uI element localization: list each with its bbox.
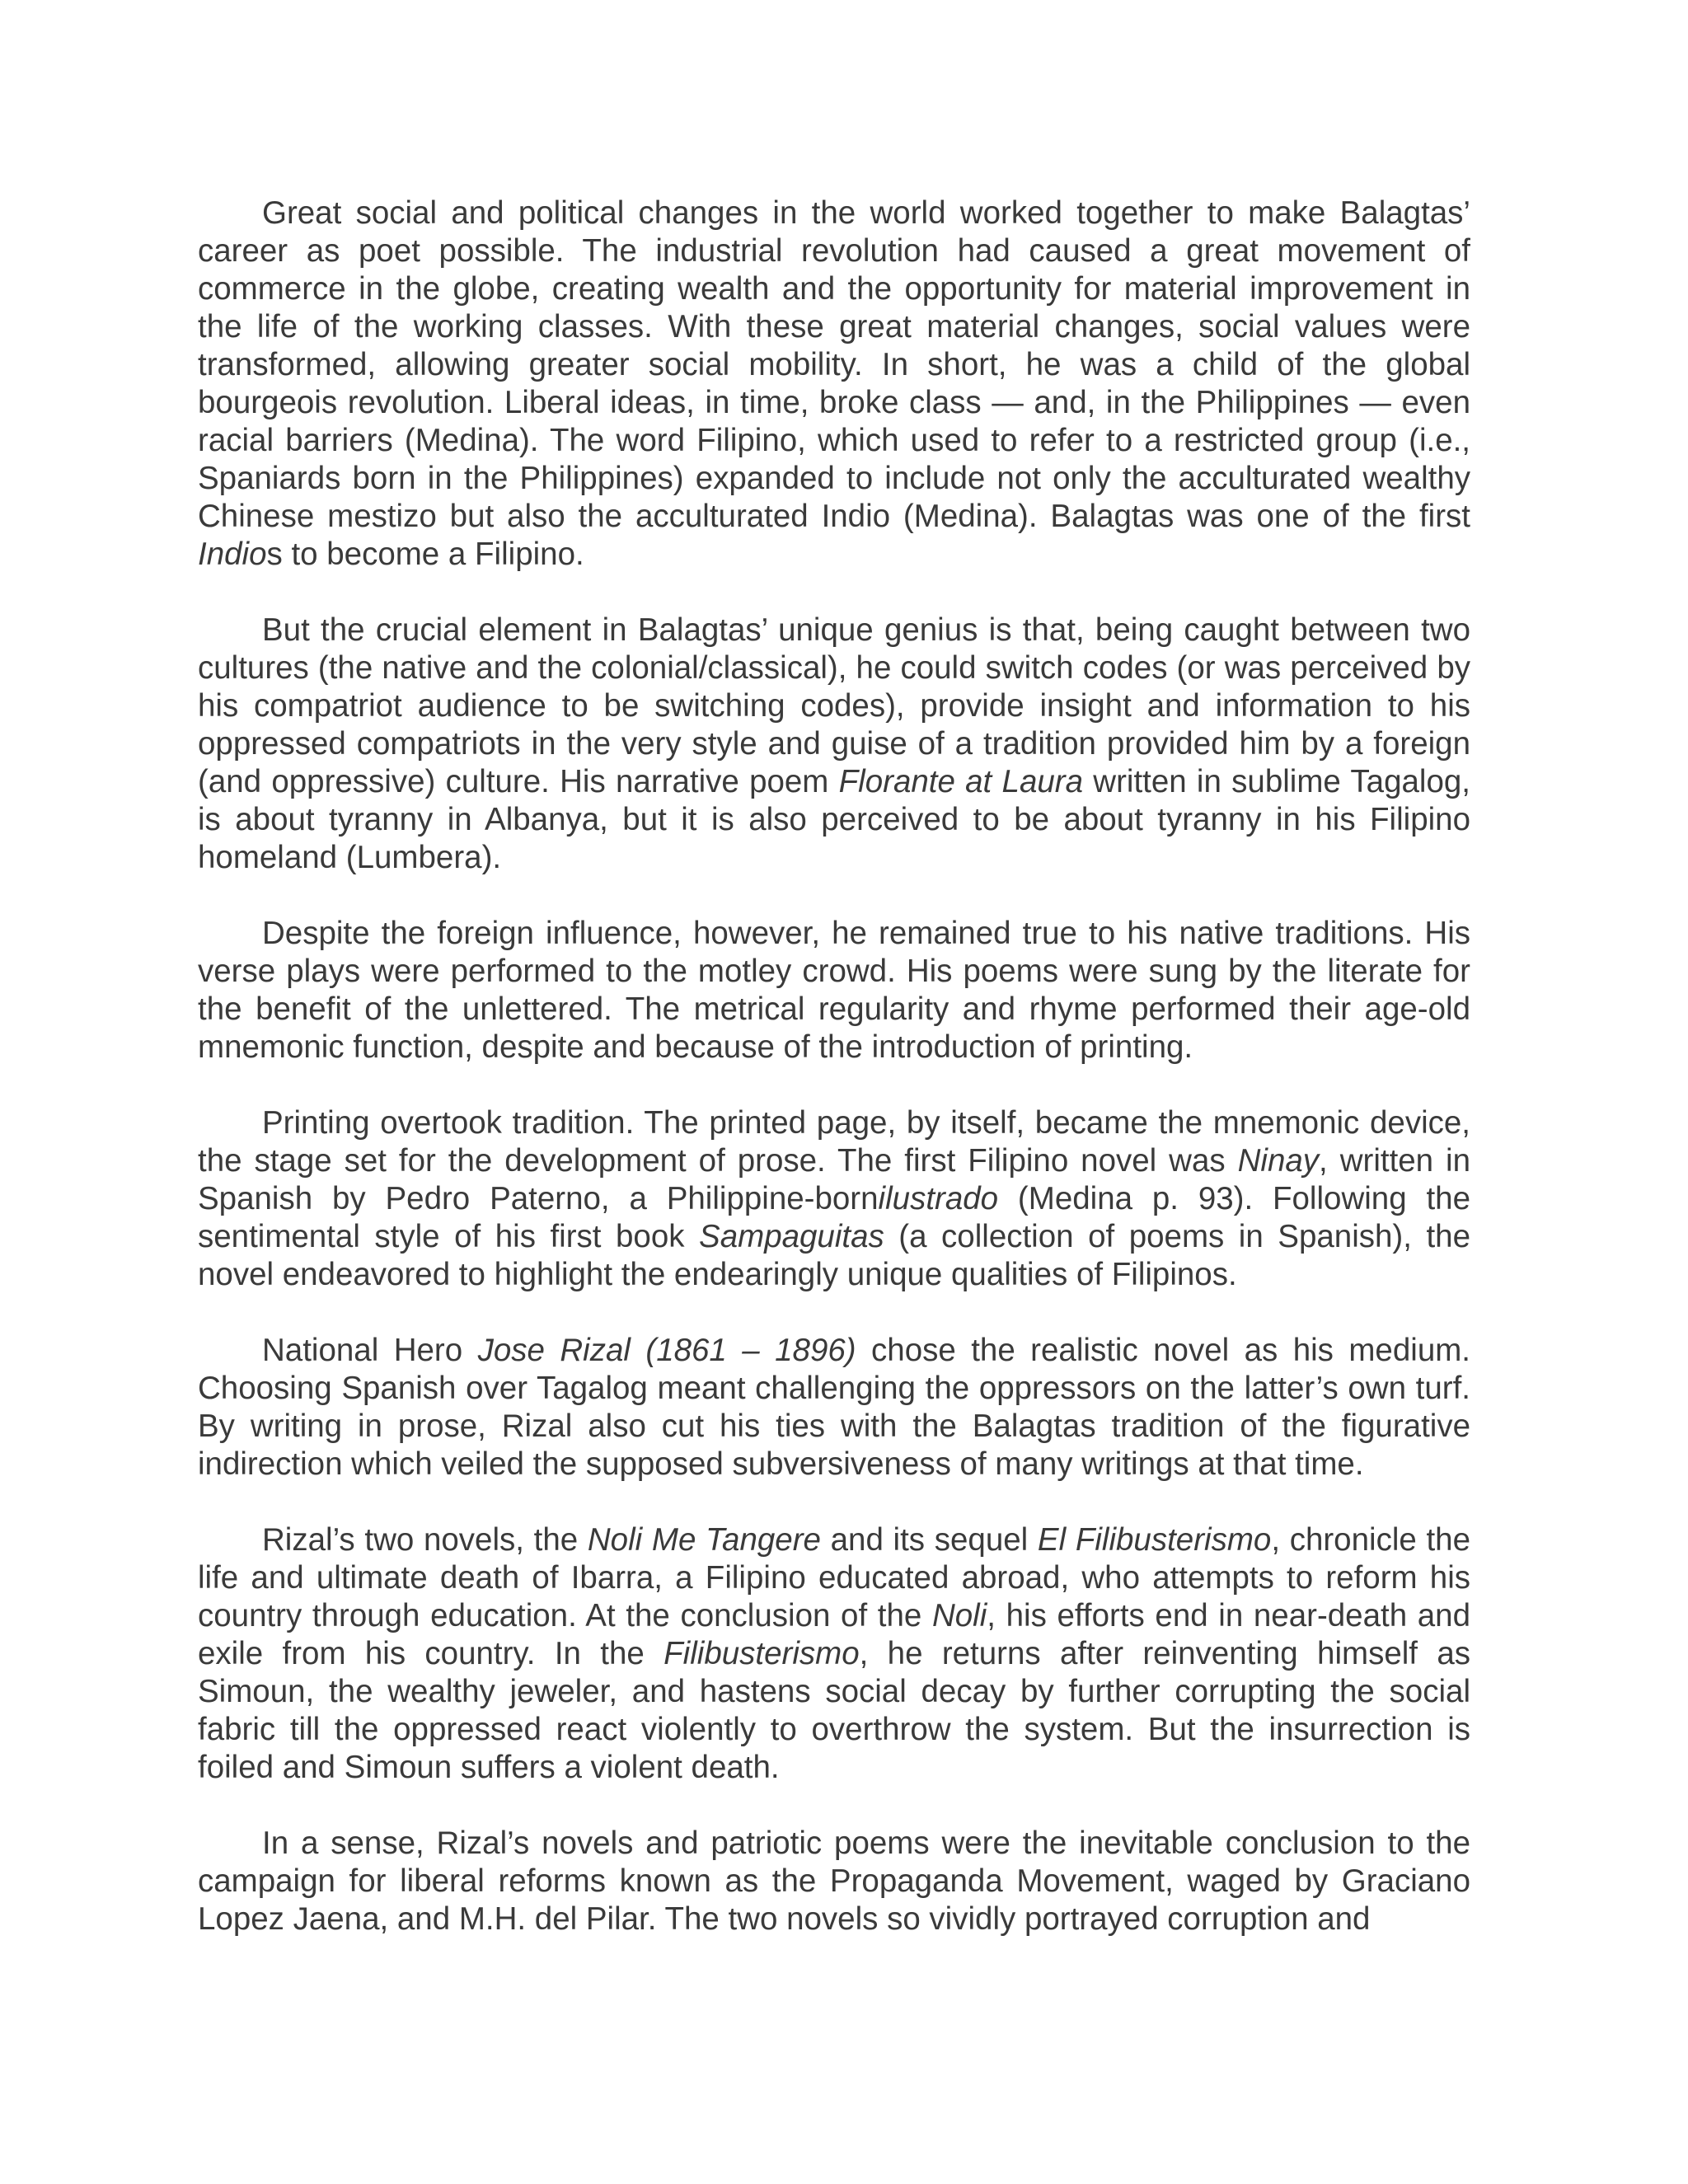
italic-text-segment: Noli Me Tangere <box>587 1522 821 1558</box>
text-segment: Great social and political changes in the world worked together to make Balagtas’ career as poet possible. The industrial revolution had caused a great movement of commerce in the globe, creating wealth and the opportunity for material improvement in the life of the working classes. With these great material changes, social values were transformed, allowing greater social mobility. In short, he was a child of the global bourgeois revolution. Liberal ideas, in time, broke class — and, in the Philippines — even racial barriers (Medina). The word Filipino, which used to refer to a restricted group (i.e., Spaniards born in the Philippines) expanded to include not only the acculturated wealthy Chinese mestizo but also the acculturated Indio (Medina). Balagtas was one of the first <box>198 195 1470 534</box>
text-segment: s to become a Filipino. <box>266 537 584 572</box>
paragraph-6 <box>198 1521 1470 1787</box>
text-segment: and its sequel <box>820 1522 1038 1558</box>
italic-text-segment: Noli <box>931 1598 987 1633</box>
text-segment: Despite the foreign influence, however, he remained true to his native traditions. His verse plays were performed to the motley crowd. His poems were sung by the literate for the benefit of the unlettered. The metrical regularity and rhyme performed their age-old mnemonic function, despite and because of the introduction of printing. <box>198 916 1470 1065</box>
text-segment: , written in Spanish by Pedro Paterno, a Philippine-born <box>198 1143 1471 1216</box>
paragraph-1 <box>198 194 1470 574</box>
text-segment: , he returns after reinventing himself as Simoun, the wealthy jeweler, and hastens social decay by further corrupting the social fabric till the oppressed react violently to overthrow the system. But the insurrection is foiled and Simoun suffers a violent death. <box>198 1636 1470 1785</box>
text-segment: , his efforts end in near-death and exile from his country. In the <box>198 1598 1470 1671</box>
italic-text-segment: Indio <box>198 537 267 572</box>
text-segment: , chronicle the life and ultimate death of Ibarra, a Filipino educated abroad, who attempts to reform his country through education. At the conclusion of the <box>198 1522 1470 1633</box>
paragraph-3 <box>198 915 1470 1066</box>
italic-text-segment: Filibusterismo <box>663 1636 860 1671</box>
text-segment: But the crucial element in Balagtas’ unique genius is that, being caught between two cultures (the native and the colonial/classical), he could switch codes (or was perceived by his compatriot audience to be switching codes), provide insight and information to his oppressed compatriots in the very style and guise of a tradition provided him by a foreign (and oppressive) culture. His narrative poem <box>198 612 1470 799</box>
italic-text-segment: El Filibusterismo <box>1037 1522 1272 1558</box>
italic-text-segment: Sampaguitas <box>699 1219 884 1254</box>
text-segment: Rizal’s two novels, the <box>262 1522 588 1558</box>
text-segment: In a sense, Rizal’s novels and patriotic poems were the inevitable conclusion to the campaign for liberal reforms known as the Propaganda Movement, waged by Graciano Lopez Jaena, and M.H. del Pilar. The two novels so vividly portrayed corruption and <box>198 1825 1470 1937</box>
paragraph-4 <box>198 1104 1470 1294</box>
document-page <box>198 194 1470 1938</box>
paragraph-5 <box>198 1332 1470 1483</box>
text-segment: written in sublime Tagalog, is about tyranny in Albanya, but it is also perceived to be about tyranny in his Filipino homeland (Lumbera). <box>198 764 1470 875</box>
paragraph-7 <box>198 1825 1470 1938</box>
italic-text-segment: Florante at Laura <box>838 764 1083 799</box>
text-segment: chose the realistic novel as his medium. Choosing Spanish over Tagalog meant challenging the oppressors on the latter’s own turf. By writing in prose, Rizal also cut his ties with the Balagtas tradition of the figurative indirection which veiled the supposed subversiveness of many writings at that time. <box>198 1333 1470 1482</box>
italic-text-segment: Ninay <box>1237 1143 1320 1179</box>
text-segment: (a collection of poems in Spanish), the novel endeavored to highlight the endearingly unique qualities of Filipinos. <box>198 1219 1470 1292</box>
text-segment: Printing overtook tradition. The printed page, by itself, became the mnemonic device, the stage set for the development of prose. The first Filipino novel was <box>198 1105 1470 1179</box>
paragraph-2 <box>198 612 1470 877</box>
text-segment: (Medina p. 93). Following the sentimental style of his first book <box>198 1181 1470 1254</box>
italic-text-segment: ilustrado <box>878 1181 999 1216</box>
text-segment: National Hero <box>262 1333 478 1368</box>
italic-text-segment: Jose Rizal (1861 – 1896) <box>477 1333 856 1368</box>
